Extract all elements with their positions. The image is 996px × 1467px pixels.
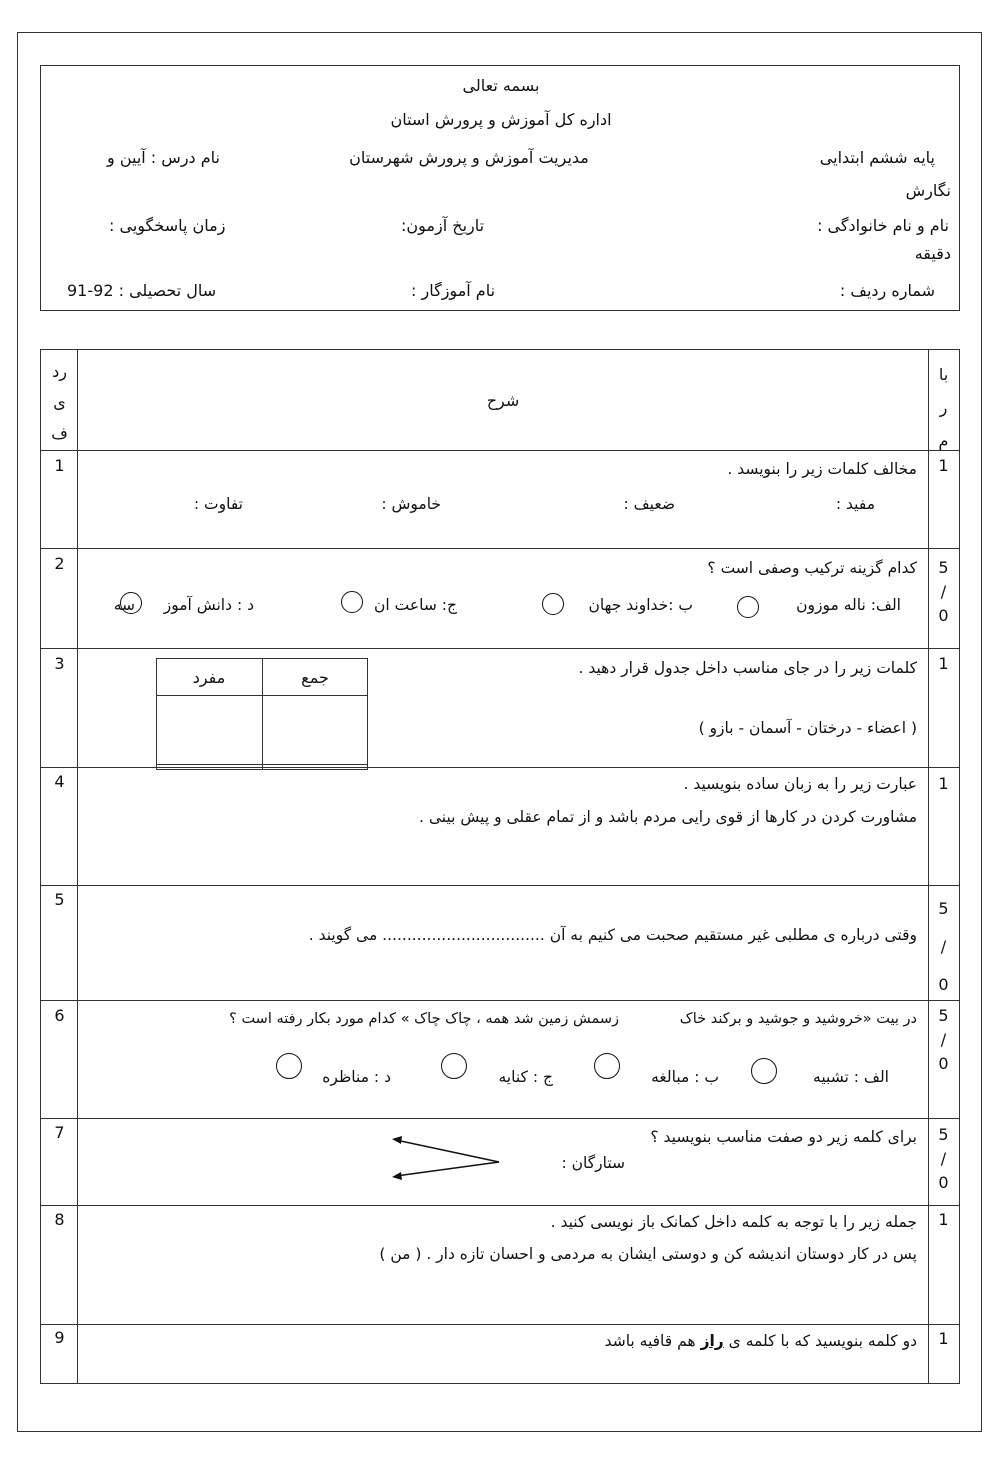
- question-number: 3: [54, 654, 65, 673]
- city-office: مدیریت آموزش و پرورش شهرستان: [349, 148, 589, 167]
- question-score: 5 / 0: [938, 899, 949, 994]
- q2-option-c: ج: ساعت ان: [374, 596, 457, 614]
- q7-word: ستارگان :: [561, 1154, 625, 1172]
- rhyme-keyword: راز: [700, 1332, 724, 1350]
- q6-option-d: د : مناظره: [322, 1068, 391, 1086]
- q8-sentence: پس در کار دوستان اندیشه کن و دوستی ایشان به مردمی و احسان تازه دار . ( من ): [379, 1245, 917, 1263]
- exam-header: [40, 65, 960, 311]
- question-5-text: وقتی درباره ی مطلبی غیر مستقیم صحبت می کنیم به آن ................................. می گویند .: [308, 926, 917, 944]
- bismillah: بسمه تعالی: [462, 76, 540, 95]
- student-name-label: نام و نام خانوادگی :: [817, 216, 949, 235]
- q2-option-d: د : دانش آموز: [163, 596, 254, 614]
- question-score: 5 / 0: [938, 558, 949, 625]
- score-column-header: با ر م: [938, 365, 949, 450]
- question-score: 1: [938, 1210, 949, 1229]
- answer-arrows: [386, 1132, 506, 1182]
- answer-circle[interactable]: [751, 1058, 777, 1084]
- question-number: 9: [54, 1328, 65, 1347]
- question-number: 7: [54, 1123, 65, 1142]
- questions-table: [40, 349, 960, 1384]
- q6-option-b: ب : مبالغه: [651, 1068, 719, 1086]
- q1-item: ضعیف :: [623, 495, 675, 513]
- question-3-text: کلمات زیر را در جای مناسب داخل جدول قرار دهید .: [578, 659, 917, 677]
- q6-verse-part-2: زسمش زمین شد همه ، چاک چاک » کدام مورد بکار رفته است ؟: [229, 1011, 619, 1027]
- singular-header: مفرد: [192, 668, 226, 687]
- answer-circle[interactable]: [542, 593, 564, 615]
- q2-option-a: الف: ناله موزون: [796, 596, 901, 614]
- plural-header: جمع: [301, 668, 329, 687]
- answer-circle[interactable]: [276, 1053, 302, 1079]
- plural-singular-table: [156, 658, 368, 770]
- question-2-text: کدام گزینه ترکیب وصفی است ؟: [707, 559, 917, 577]
- answer-circle[interactable]: [594, 1053, 620, 1079]
- question-score: 1: [938, 1329, 949, 1348]
- answer-circle[interactable]: [441, 1053, 467, 1079]
- question-score: 1: [938, 456, 949, 475]
- row-column-header: رد ی ف: [51, 362, 68, 443]
- answer-time-label: زمان پاسخگویی :: [109, 216, 226, 235]
- q2-option-b: ب :خداوند جهان: [588, 596, 693, 614]
- question-9-text: دو کلمه بنویسید که با کلمه ی راز هم قافیه باشد: [604, 1332, 917, 1350]
- answer-circle[interactable]: [341, 591, 363, 613]
- q1-item: خاموش :: [381, 495, 441, 513]
- question-score: 5 / 0: [938, 1006, 949, 1073]
- question-number: 2: [54, 554, 65, 573]
- row-number-label: شماره ردیف :: [839, 281, 935, 300]
- subject-label: نام درس : آیین و: [107, 148, 220, 167]
- question-number: 6: [54, 1006, 65, 1025]
- question-number: 1: [54, 456, 65, 475]
- answer-time-unit: دقیقه: [914, 244, 951, 263]
- q6-verse-part-1: در بیت «خروشید و جوشید و برکند خاک: [679, 1011, 917, 1027]
- q1-item: مفید :: [835, 495, 875, 513]
- question-number: 4: [54, 772, 65, 791]
- education-office: اداره کل آموزش و پرورش استان: [390, 110, 612, 129]
- q4-passage: مشاورت کردن در کارها از قوی رایی مردم باشد و از تمام عقلی و پیش بینی .: [419, 808, 917, 826]
- question-7-text: برای کلمه زیر دو صفت مناسب بنویسید ؟: [650, 1128, 917, 1146]
- exam-date-label: تاریخ آزمون:: [401, 216, 485, 235]
- question-8-text: جمله زیر را با توجه به کلمه داخل کمانک باز نویسی کنید .: [550, 1213, 917, 1231]
- question-number: 8: [54, 1210, 65, 1229]
- q2-option-d-tail: سه: [113, 596, 135, 614]
- question-number: 5: [54, 890, 65, 909]
- description-header: شرح: [486, 391, 520, 410]
- question-score: 1: [938, 774, 949, 793]
- q3-word-list: ( اعضاء - درختان - آسمان - بازو ): [698, 719, 917, 737]
- question-score: 5 / 0: [938, 1125, 949, 1192]
- question-4-text: عبارت زیر را به زبان ساده بنویسید .: [683, 775, 917, 793]
- question-1-text: مخالف کلمات زیر را بنویسد .: [727, 460, 917, 478]
- academic-year: سال تحصیلی : 92-91: [67, 281, 217, 300]
- teacher-label: نام آموزگار :: [411, 281, 496, 300]
- grade-label: پایه ششم ابتدایی: [819, 148, 935, 167]
- answer-circle[interactable]: [737, 596, 759, 618]
- q6-option-a: الف : تشبیه: [813, 1068, 889, 1086]
- q1-item: تفاوت :: [193, 495, 243, 513]
- q6-option-c: ج : کنایه: [498, 1068, 553, 1086]
- subject-continued: نگارش: [905, 181, 951, 200]
- question-score: 1: [938, 654, 949, 673]
